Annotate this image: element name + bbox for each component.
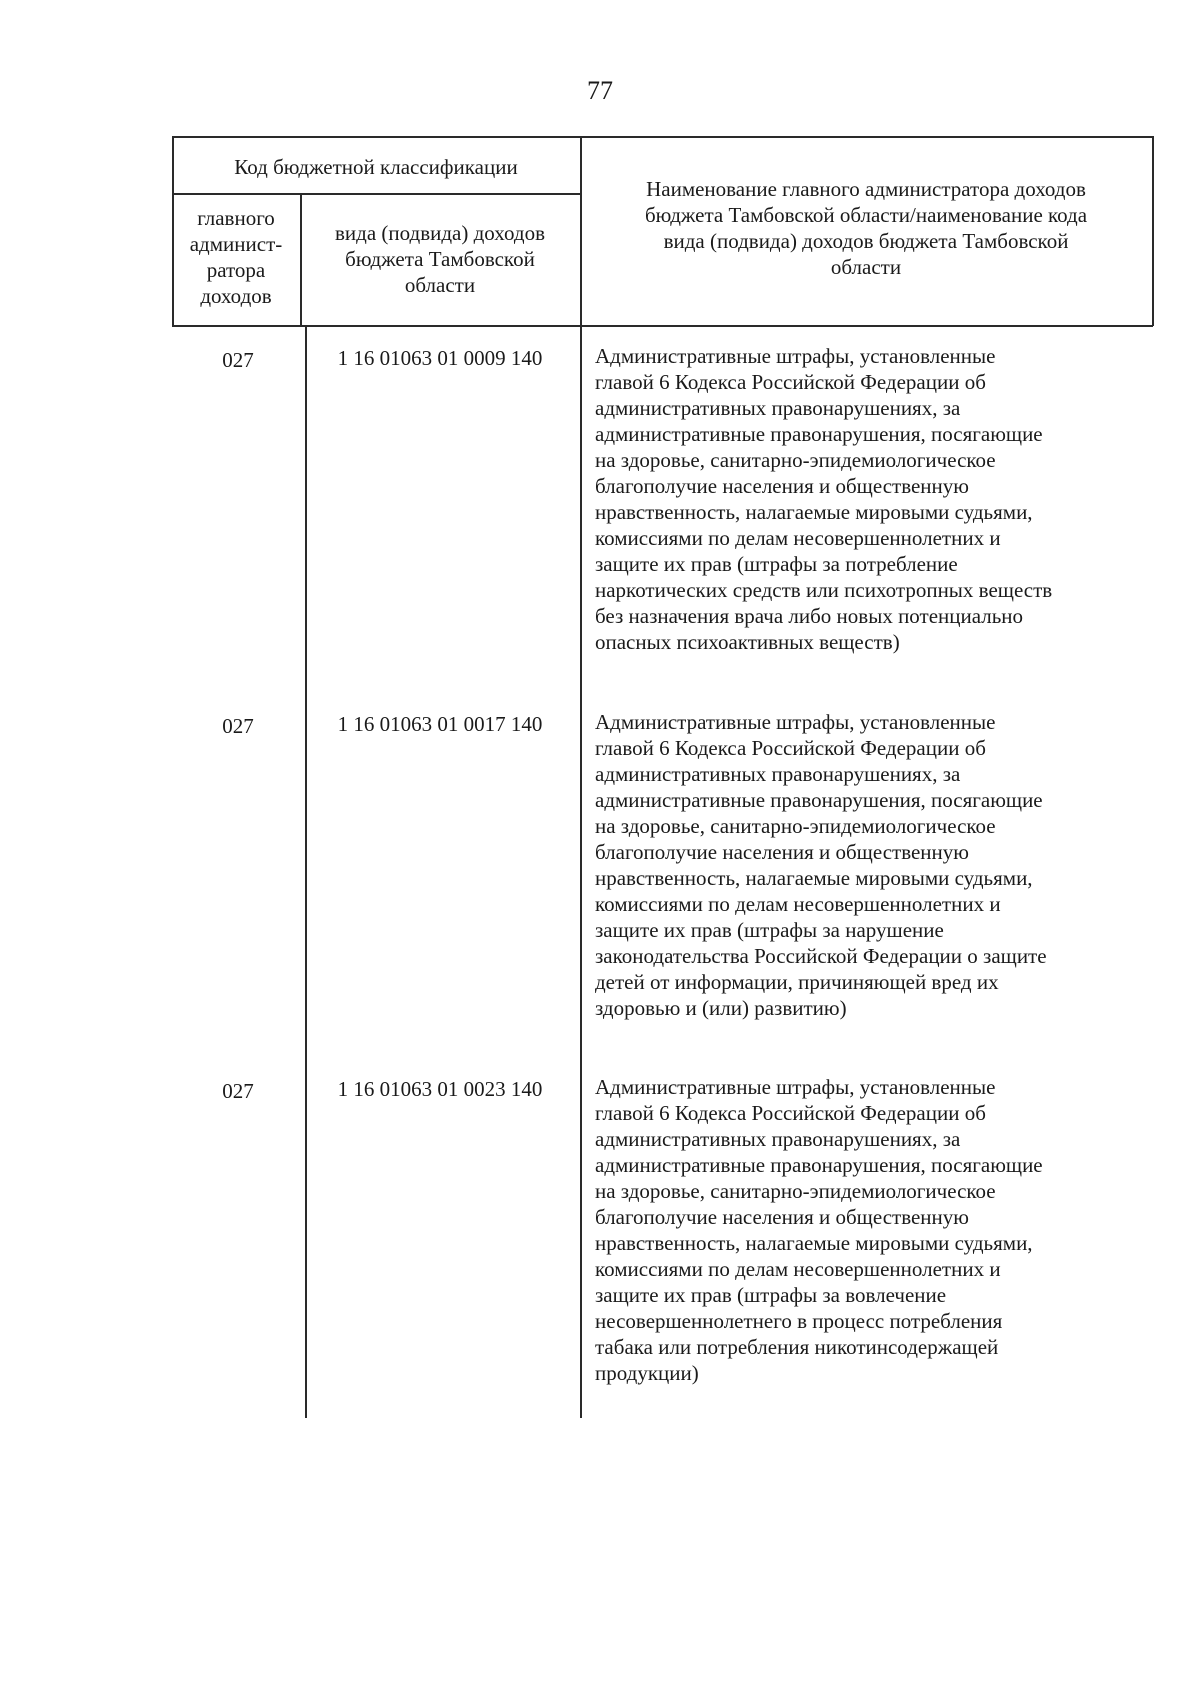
header-col-admin: главного админист- ратора доходов	[189, 206, 283, 308]
header-col-kbk: вида (подвида) доходов бюджета Тамбовской области	[335, 221, 545, 297]
row-kbk: 1 16 01063 01 0017 140	[337, 712, 543, 736]
column-divider-kbk	[580, 136, 582, 1418]
row-description: Административные штрафы, установленные главой 6 Кодекса Российской Федерации об административных правонарушениях, за административные правонарушения, посягающие на здоровье, санитарно-эпидемиологическое благополучие населения и общественную нравственность, налагаемые мировыми судьями, комиссиями по делам несовершеннолетних и защите их прав (штрафы за потребление наркотических средств или психотропных веществ без назначения врача либо новых потенциально опасных психоактивных веществ)	[595, 344, 1053, 654]
header-group-divider	[172, 193, 580, 195]
row-admin-code: 027	[222, 714, 254, 738]
row-kbk: 1 16 01063 01 0023 140	[337, 1077, 543, 1101]
row-admin-code: 027	[222, 1079, 254, 1103]
header-bottom-border	[172, 325, 1153, 327]
row-description: Административные штрафы, установленные главой 6 Кодекса Российской Федерации об административных правонарушениях, за административные правонарушения, посягающие на здоровье, санитарно-эпидемиологическое благополучие населения и общественную нравственность, налагаемые мировыми судьями, комиссиями по делам несовершеннолетних и защите их прав (штрафы за нарушение законодательства Российской Федерации о защите детей от информации, причиняющей вред их здоровью и (или) развитию)	[595, 710, 1047, 1020]
header-right-border	[1152, 136, 1154, 326]
header-group-label: Код бюджетной классификации	[234, 155, 518, 179]
header-col-name: Наименование главного администратора доходов бюджета Тамбовской области/наименование кода вида (подвида) доходов бюджета Тамбовской области	[644, 177, 1088, 279]
page-number: 77	[587, 76, 613, 105]
column-divider-admin-body	[305, 325, 307, 1418]
row-admin-code: 027	[222, 348, 254, 372]
header-top-border	[172, 136, 1153, 138]
row-description: Административные штрафы, установленные главой 6 Кодекса Российской Федерации об административных правонарушениях, за административные правонарушения, посягающие на здоровье, санитарно-эпидемиологическое благополучие населения и общественную нравственность, налагаемые мировыми судьями, комиссиями по делам несовершеннолетних и защите их прав (штрафы за вовлечение несовершеннолетнего в процесс потребления табака или потребления никотинсодержащей продукции)	[595, 1075, 1043, 1385]
row-kbk: 1 16 01063 01 0009 140	[337, 346, 543, 370]
